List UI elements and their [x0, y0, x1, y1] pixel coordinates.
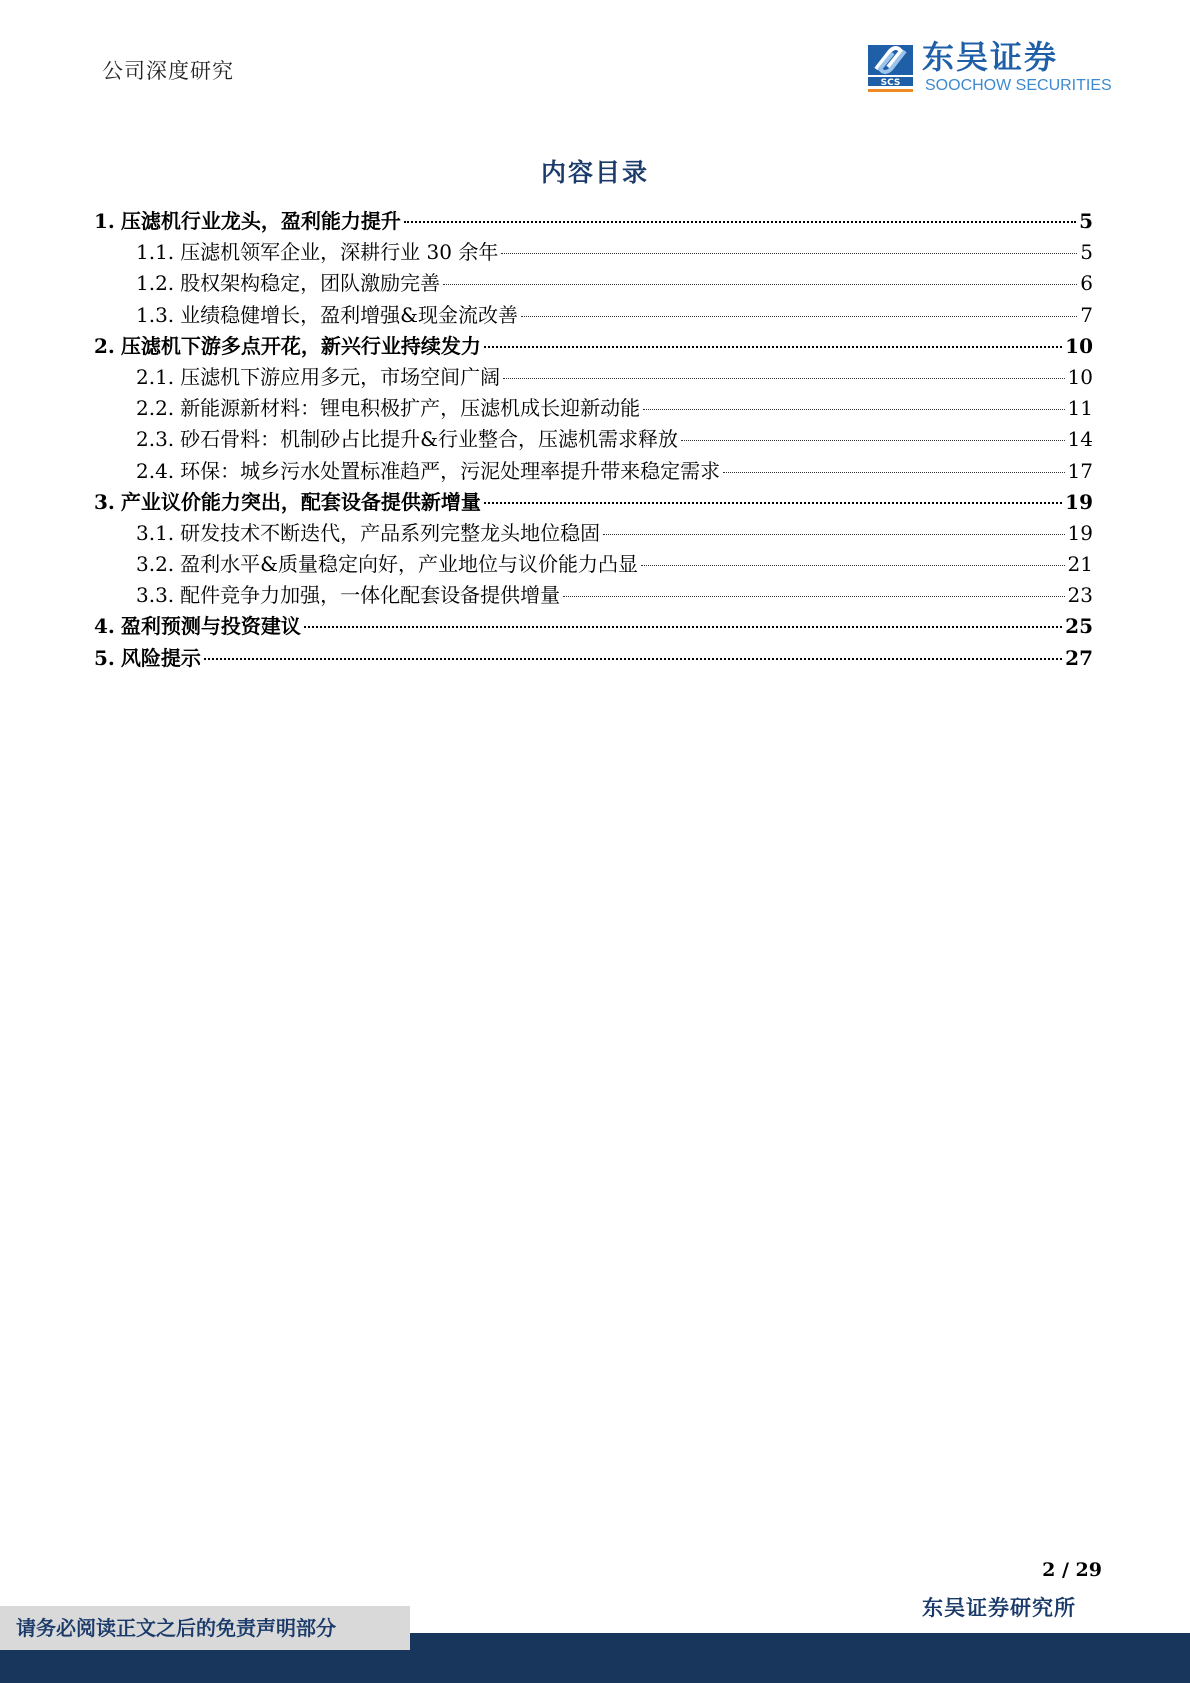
toc-entry[interactable]: [94, 395, 1093, 426]
toc-entry-page: 6: [1080, 271, 1093, 296]
soochow-securities-logo: [868, 38, 1112, 99]
dot-leader: [484, 346, 1062, 348]
toc-entry-title: 压滤机行业龙头，盈利能力提升: [120, 209, 401, 233]
toc-entry[interactable]: [94, 613, 1093, 644]
toc-entry-title: 研发技术不断迭代，产品系列完整龙头地位稳固: [180, 520, 601, 545]
dot-leader: [643, 409, 1064, 410]
toc-entry-title: 砂石骨料：机制砂占比提升&行业整合，压滤机需求释放: [180, 427, 678, 452]
toc-entry-title: 压滤机领军企业，深耕行业 30 余年: [180, 240, 499, 265]
doc-type-label: 公司深度研究: [102, 59, 234, 83]
toc-entry-number: 3.3.: [136, 583, 175, 608]
dot-leader: [681, 440, 1065, 441]
page-number: 2 / 29: [1042, 1559, 1102, 1581]
disclaimer-text: 请务必阅读正文之后的免责声明部分: [16, 1616, 336, 1640]
toc-entry[interactable]: [94, 458, 1093, 489]
toc-entry-page: 5: [1080, 240, 1093, 265]
toc-entry-title: 业绩稳健增长，盈利增强&现金流改善: [180, 302, 518, 327]
dot-leader: [204, 658, 1062, 660]
dot-leader: [404, 221, 1076, 223]
scs-logo-icon: [868, 45, 913, 93]
toc-entry-number: 3.1.: [136, 520, 175, 545]
institute-name: 东吴证券研究所: [922, 1595, 1076, 1620]
dot-leader: [503, 378, 1064, 379]
toc-entry[interactable]: [94, 645, 1093, 676]
toc-entry[interactable]: [94, 489, 1093, 520]
toc-entry-title: 环保：城乡污水处置标准趋严，污泥处理率提升带来稳定需求: [180, 458, 721, 483]
toc-entry[interactable]: [94, 364, 1093, 395]
dot-leader: [603, 534, 1064, 535]
toc-entry-page: 19: [1065, 489, 1093, 514]
toc-entry[interactable]: [94, 520, 1093, 551]
toc-entry-page: 23: [1067, 583, 1093, 608]
dot-leader: [304, 626, 1062, 628]
toc-entry-number: 3.: [94, 489, 115, 514]
toc-entry-page: 17: [1067, 458, 1093, 483]
toc-entry-page: 27: [1065, 645, 1093, 670]
toc-entry-number: 1.2.: [136, 271, 175, 296]
toc-entry-title: 新能源新材料：锂电积极扩产，压滤机成长迎新动能: [180, 396, 641, 421]
toc-entry-number: 2.: [94, 333, 115, 358]
dot-leader: [443, 284, 1077, 285]
toc-entry-page: 7: [1080, 302, 1093, 327]
toc-entry-title: 盈利水平&质量稳定向好，产业地位与议价能力凸显: [180, 552, 638, 577]
toc-entry[interactable]: [94, 270, 1093, 301]
toc-entry[interactable]: [94, 302, 1093, 333]
dot-leader: [521, 316, 1077, 317]
toc-entry-page: 10: [1065, 333, 1093, 358]
toc-entry-title: 风险提示: [120, 645, 201, 670]
toc-entry-number: 1.: [94, 209, 115, 233]
toc-entry-page: 25: [1065, 614, 1093, 639]
toc-entry-page: 11: [1067, 396, 1093, 421]
logo-abbr: SCS: [880, 78, 901, 88]
toc-entry-number: 1.3.: [136, 302, 175, 327]
toc-entry-page: 21: [1067, 552, 1093, 577]
dot-leader: [501, 253, 1077, 254]
disclaimer-box: [0, 1606, 410, 1650]
dot-leader: [484, 502, 1062, 504]
toc-entry-page: 14: [1067, 427, 1093, 452]
dot-leader: [641, 565, 1065, 566]
toc-entry-title: 产业议价能力突出，配套设备提供新增量: [120, 489, 481, 514]
toc-entry-number: 3.2.: [136, 552, 175, 577]
toc-entry-number: 5.: [94, 645, 115, 670]
toc-entry-number: 2.3.: [136, 427, 175, 452]
toc-entry-page: 10: [1067, 364, 1093, 389]
logo-cn-text: 东吴证券: [922, 38, 1059, 76]
toc-entry-number: 2.4.: [136, 458, 175, 483]
dot-leader: [563, 596, 1064, 597]
toc-entry-number: 2.1.: [136, 364, 175, 389]
toc-entry[interactable]: [94, 426, 1093, 457]
toc-entry-page: 19: [1067, 520, 1093, 545]
toc-entry-page: 5: [1079, 209, 1093, 233]
toc-entry-title: 股权架构稳定，团队激励完善: [180, 271, 441, 296]
toc-title: 内容目录: [540, 158, 649, 187]
toc-entry-number: 4.: [94, 614, 115, 639]
table-of-contents: [94, 208, 1093, 676]
toc-entry-number: 2.2.: [136, 396, 175, 421]
toc-entry-number: 1.1.: [136, 240, 175, 265]
toc-entry-title: 压滤机下游应用多元，市场空间广阔: [180, 364, 501, 389]
toc-entry-title: 压滤机下游多点开花，新兴行业持续发力: [120, 333, 481, 358]
toc-entry-title: 盈利预测与投资建议: [120, 614, 301, 639]
toc-entry[interactable]: [94, 582, 1093, 613]
dot-leader: [723, 472, 1064, 473]
toc-entry[interactable]: [94, 551, 1093, 582]
logo-en-text: SOOCHOW SECURITIES: [925, 77, 1112, 94]
toc-entry-title: 配件竞争力加强，一体化配套设备提供增量: [180, 583, 561, 608]
toc-entry[interactable]: [94, 239, 1093, 270]
toc-entry[interactable]: [94, 333, 1093, 364]
toc-entry[interactable]: [94, 208, 1093, 239]
